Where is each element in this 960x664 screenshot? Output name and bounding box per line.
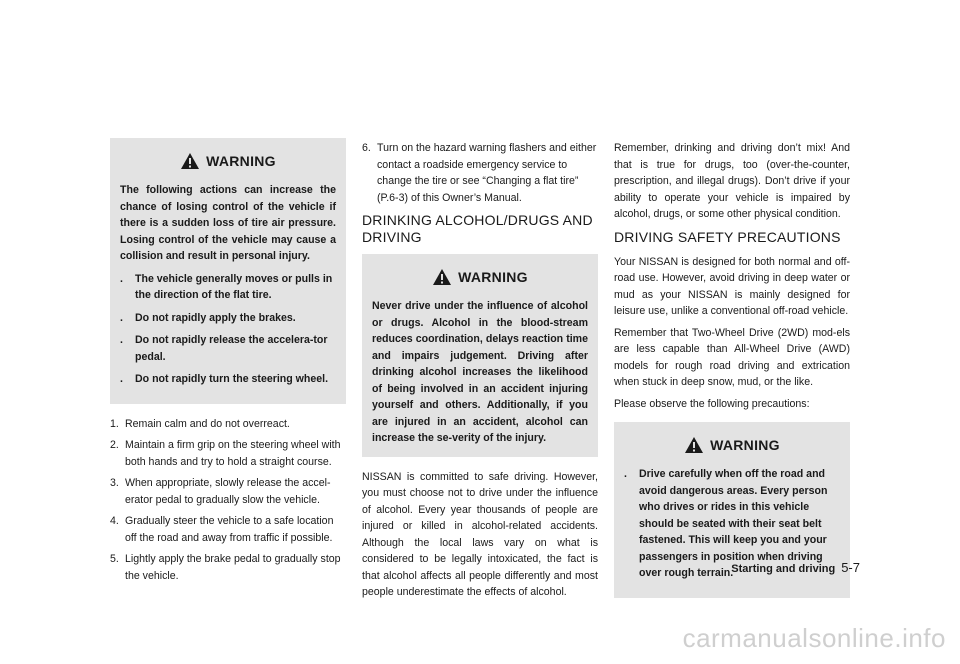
section-heading-alcohol: DRINKING ALCOHOL/DRUGS AND DRIVING	[362, 212, 593, 245]
paragraph: Remember, drinking and driving don’t mix! And that is true for drugs, too (over-the-counter, prescription, and illegal drugs). Don’t drive if your ability to operate your vehicle is impaired by alcohol, drugs, or some other physical condition.	[614, 142, 850, 220]
column-1	[110, 138, 346, 589]
warning-title: WARNING	[206, 153, 276, 169]
list-item: 2. Maintain a firm grip on the steering wheel with both hands and try to hold a straight course.	[110, 439, 341, 468]
warning-header	[372, 268, 588, 286]
column-3	[614, 140, 850, 598]
paragraph: Your NISSAN is designed for both normal and off-road use. However, avoid driving in deep water or mud as your NISSAN is mainly designed for leisure use, unlike a conventional off-road vehicle.	[614, 255, 850, 317]
paragraph: Remember that Two-Wheel Drive (2WD) mod-els are less capable than All-Wheel Drive (AWD) models for rough road driving and extrication when stuck in deep snow, mud, or the like.	[614, 326, 850, 388]
warning-triangle-icon	[432, 268, 452, 286]
warning-list	[120, 271, 336, 388]
warning-intro: The following actions can increase the chance of losing control of the vehicle if there is a sudden loss of tire air pressure. Losing control of the vehicle may cause a collision and result in personal injury.	[120, 184, 336, 262]
steps-list-cont	[362, 140, 598, 206]
list-item: 4. Gradually steer the vehicle to a safe location off the road and away from traffic if possible.	[110, 515, 334, 544]
warning-title: WARNING	[458, 269, 528, 285]
list-item: . The vehicle generally moves or pulls in the direction of the flat tire.	[120, 272, 333, 301]
paragraph: NISSAN is committed to safe driving. However, you must choose not to drive under the influence of alcohol. Every year thousands of people are injured or killed in alcohol-related accidents. Although the local laws vary on what is considered to be legally intoxicated, the fact is that alcohol affects all people differently and most people underestimate the effects of alcohol.	[362, 470, 598, 598]
watermark: carmanualsonline.info	[682, 623, 946, 653]
page-number: 5-7	[841, 560, 860, 575]
warning-header	[120, 152, 336, 170]
list-item: 6. Turn on the hazard warning flashers and either contact a roadside emergency service to change the tire or see “Changing a flat tire” (P.6-3) of this Owner’s Manual.	[362, 142, 597, 204]
list-item: . Drive carefully when off the road and avoid dangerous areas. Every person who drives or rides in this vehicle should be seated with their seat belt fastened. This will keep you and your passengers in position when driving over rough terrain.	[624, 468, 828, 579]
warning-triangle-icon	[180, 152, 200, 170]
footer-section: Starting and driving	[731, 563, 836, 575]
paragraph: Please observe the following precautions:	[614, 397, 810, 410]
list-item: . Do not rapidly turn the steering wheel.	[120, 373, 329, 385]
section-heading-safety: DRIVING SAFETY PRECAUTIONS	[614, 228, 841, 245]
list-item: . Do not rapidly release the accelera-tor pedal.	[120, 334, 328, 363]
list-item: 1. Remain calm and do not overreact.	[110, 417, 290, 430]
list-item: 5. Lightly apply the brake pedal to gradually stop the vehicle.	[110, 553, 341, 582]
warning-title: WARNING	[710, 437, 780, 453]
warning-box-alcohol	[362, 254, 598, 457]
warning-box-flat-tire	[110, 138, 346, 404]
list-item: . Do not rapidly apply the brakes.	[120, 311, 296, 324]
list-item: 3. When appropriate, slowly release the accel-erator pedal to gradually slow the vehicle.	[110, 477, 331, 506]
warning-header	[624, 436, 840, 454]
page-footer	[700, 560, 860, 575]
steps-list	[110, 416, 346, 585]
column-2	[362, 140, 598, 606]
warning-text: Never drive under the influence of alcohol or drugs. Alcohol in the blood-stream reduces coordination, delays reaction time and impairs judgement. Driving after drinking alcohol increases the likelihood of being involved in an accident injuring yourself and others. Additionally, if you are injured in an accident, alcohol can increase the se-verity of the injury.	[372, 300, 588, 444]
warning-triangle-icon	[684, 436, 704, 454]
